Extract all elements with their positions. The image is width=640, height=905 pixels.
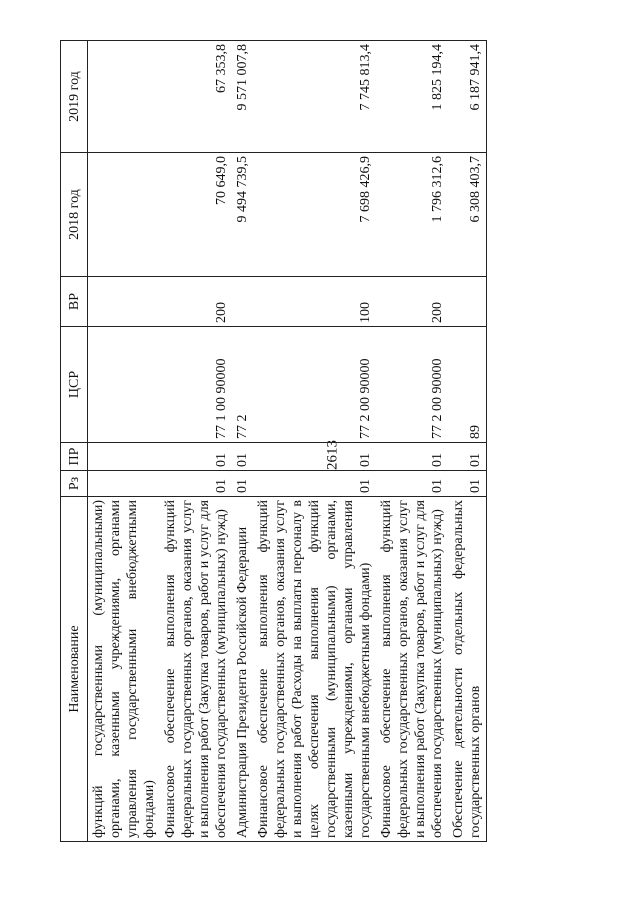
row-pr: 01 — [448, 443, 487, 471]
row-rz: 01 — [160, 471, 232, 497]
table-row — [232, 41, 253, 842]
row-name: Финансовое обеспечение выполнения функций федеральных государственных органов, оказания услуг и выполнения работ (Закупка товаров, работ и услуг для обеспечения государственных (муниципальных) нужд) — [376, 497, 448, 842]
row-vr: 200 — [160, 277, 232, 327]
row-2018: 6 308 403,7 — [448, 153, 487, 277]
row-vr: 200 — [376, 277, 448, 327]
row-2018: 70 649,0 — [160, 153, 232, 277]
row-2018: 7 698 426,9 — [253, 153, 376, 277]
table-row — [160, 41, 232, 842]
row-pr: 01 — [232, 443, 253, 471]
table-row — [88, 41, 161, 842]
table-row — [376, 41, 448, 842]
row-2018: 9 494 739,5 — [232, 153, 253, 277]
table-row — [253, 41, 376, 842]
row-name: Финансовое обеспечение выполнения функций федеральных государственных органов, оказания услуг и выполнения работ (Расходы на выплаты персоналу в целях обеспечения выполнения функций государственными (муниципальными) органами, казенными учреждениями, органами управления государственными внебюджетными фондами) — [253, 497, 376, 842]
budget-table — [60, 40, 487, 842]
row-name: Обеспечение деятельности отдельных федеральных государственных органов — [448, 497, 487, 842]
row-pr — [88, 443, 161, 471]
row-rz: 01 — [376, 471, 448, 497]
header-2018: 2018 год — [61, 153, 88, 277]
row-vr: 100 — [253, 277, 376, 327]
table-row — [448, 41, 487, 842]
row-pr: 01 — [376, 443, 448, 471]
row-2019 — [88, 41, 161, 153]
row-2019: 67 353,8 — [160, 41, 232, 153]
row-2018: 1 796 312,6 — [376, 153, 448, 277]
row-2019: 1 825 194,4 — [376, 41, 448, 153]
page-number: 2613 — [324, 440, 341, 470]
header-csr: ЦСР — [61, 327, 88, 443]
row-rz — [88, 471, 161, 497]
row-2019: 7 745 813,4 — [253, 41, 376, 153]
row-pr: 01 — [160, 443, 232, 471]
row-vr — [448, 277, 487, 327]
header-2019: 2019 год — [61, 41, 88, 153]
row-csr: 89 — [448, 327, 487, 443]
header-name: Наименование — [61, 497, 88, 842]
row-pr: 01 — [253, 443, 376, 471]
row-vr — [88, 277, 161, 327]
row-csr: 77 2 — [232, 327, 253, 443]
header-rz: Рз — [61, 471, 88, 497]
header-vr: ВР — [61, 277, 88, 327]
row-csr: 77 2 00 90000 — [376, 327, 448, 443]
row-name: Администрация Президента Российской Федерации — [232, 497, 253, 842]
row-csr — [88, 327, 161, 443]
row-name: функций государственными (муниципальными) органами, казенными учреждениями, органами управления государственными внебюджетными фондами) — [88, 497, 161, 842]
row-2019: 6 187 941,4 — [448, 41, 487, 153]
table-header-row — [61, 41, 88, 842]
row-rz: 01 — [253, 471, 376, 497]
row-vr — [232, 277, 253, 327]
row-2018 — [88, 153, 161, 277]
row-name: Финансовое обеспечение выполнения функций федеральных государственных органов, оказания услуг и выполнения работ (Закупка товаров, работ и услуг для обеспечения государственных (муниципальных) нужд) — [160, 497, 232, 842]
row-rz: 01 — [448, 471, 487, 497]
row-csr: 77 1 00 90000 — [160, 327, 232, 443]
row-csr: 77 2 00 90000 — [253, 327, 376, 443]
header-pr: ПР — [61, 443, 88, 471]
row-2019: 9 571 007,8 — [232, 41, 253, 153]
row-rz: 01 — [232, 471, 253, 497]
